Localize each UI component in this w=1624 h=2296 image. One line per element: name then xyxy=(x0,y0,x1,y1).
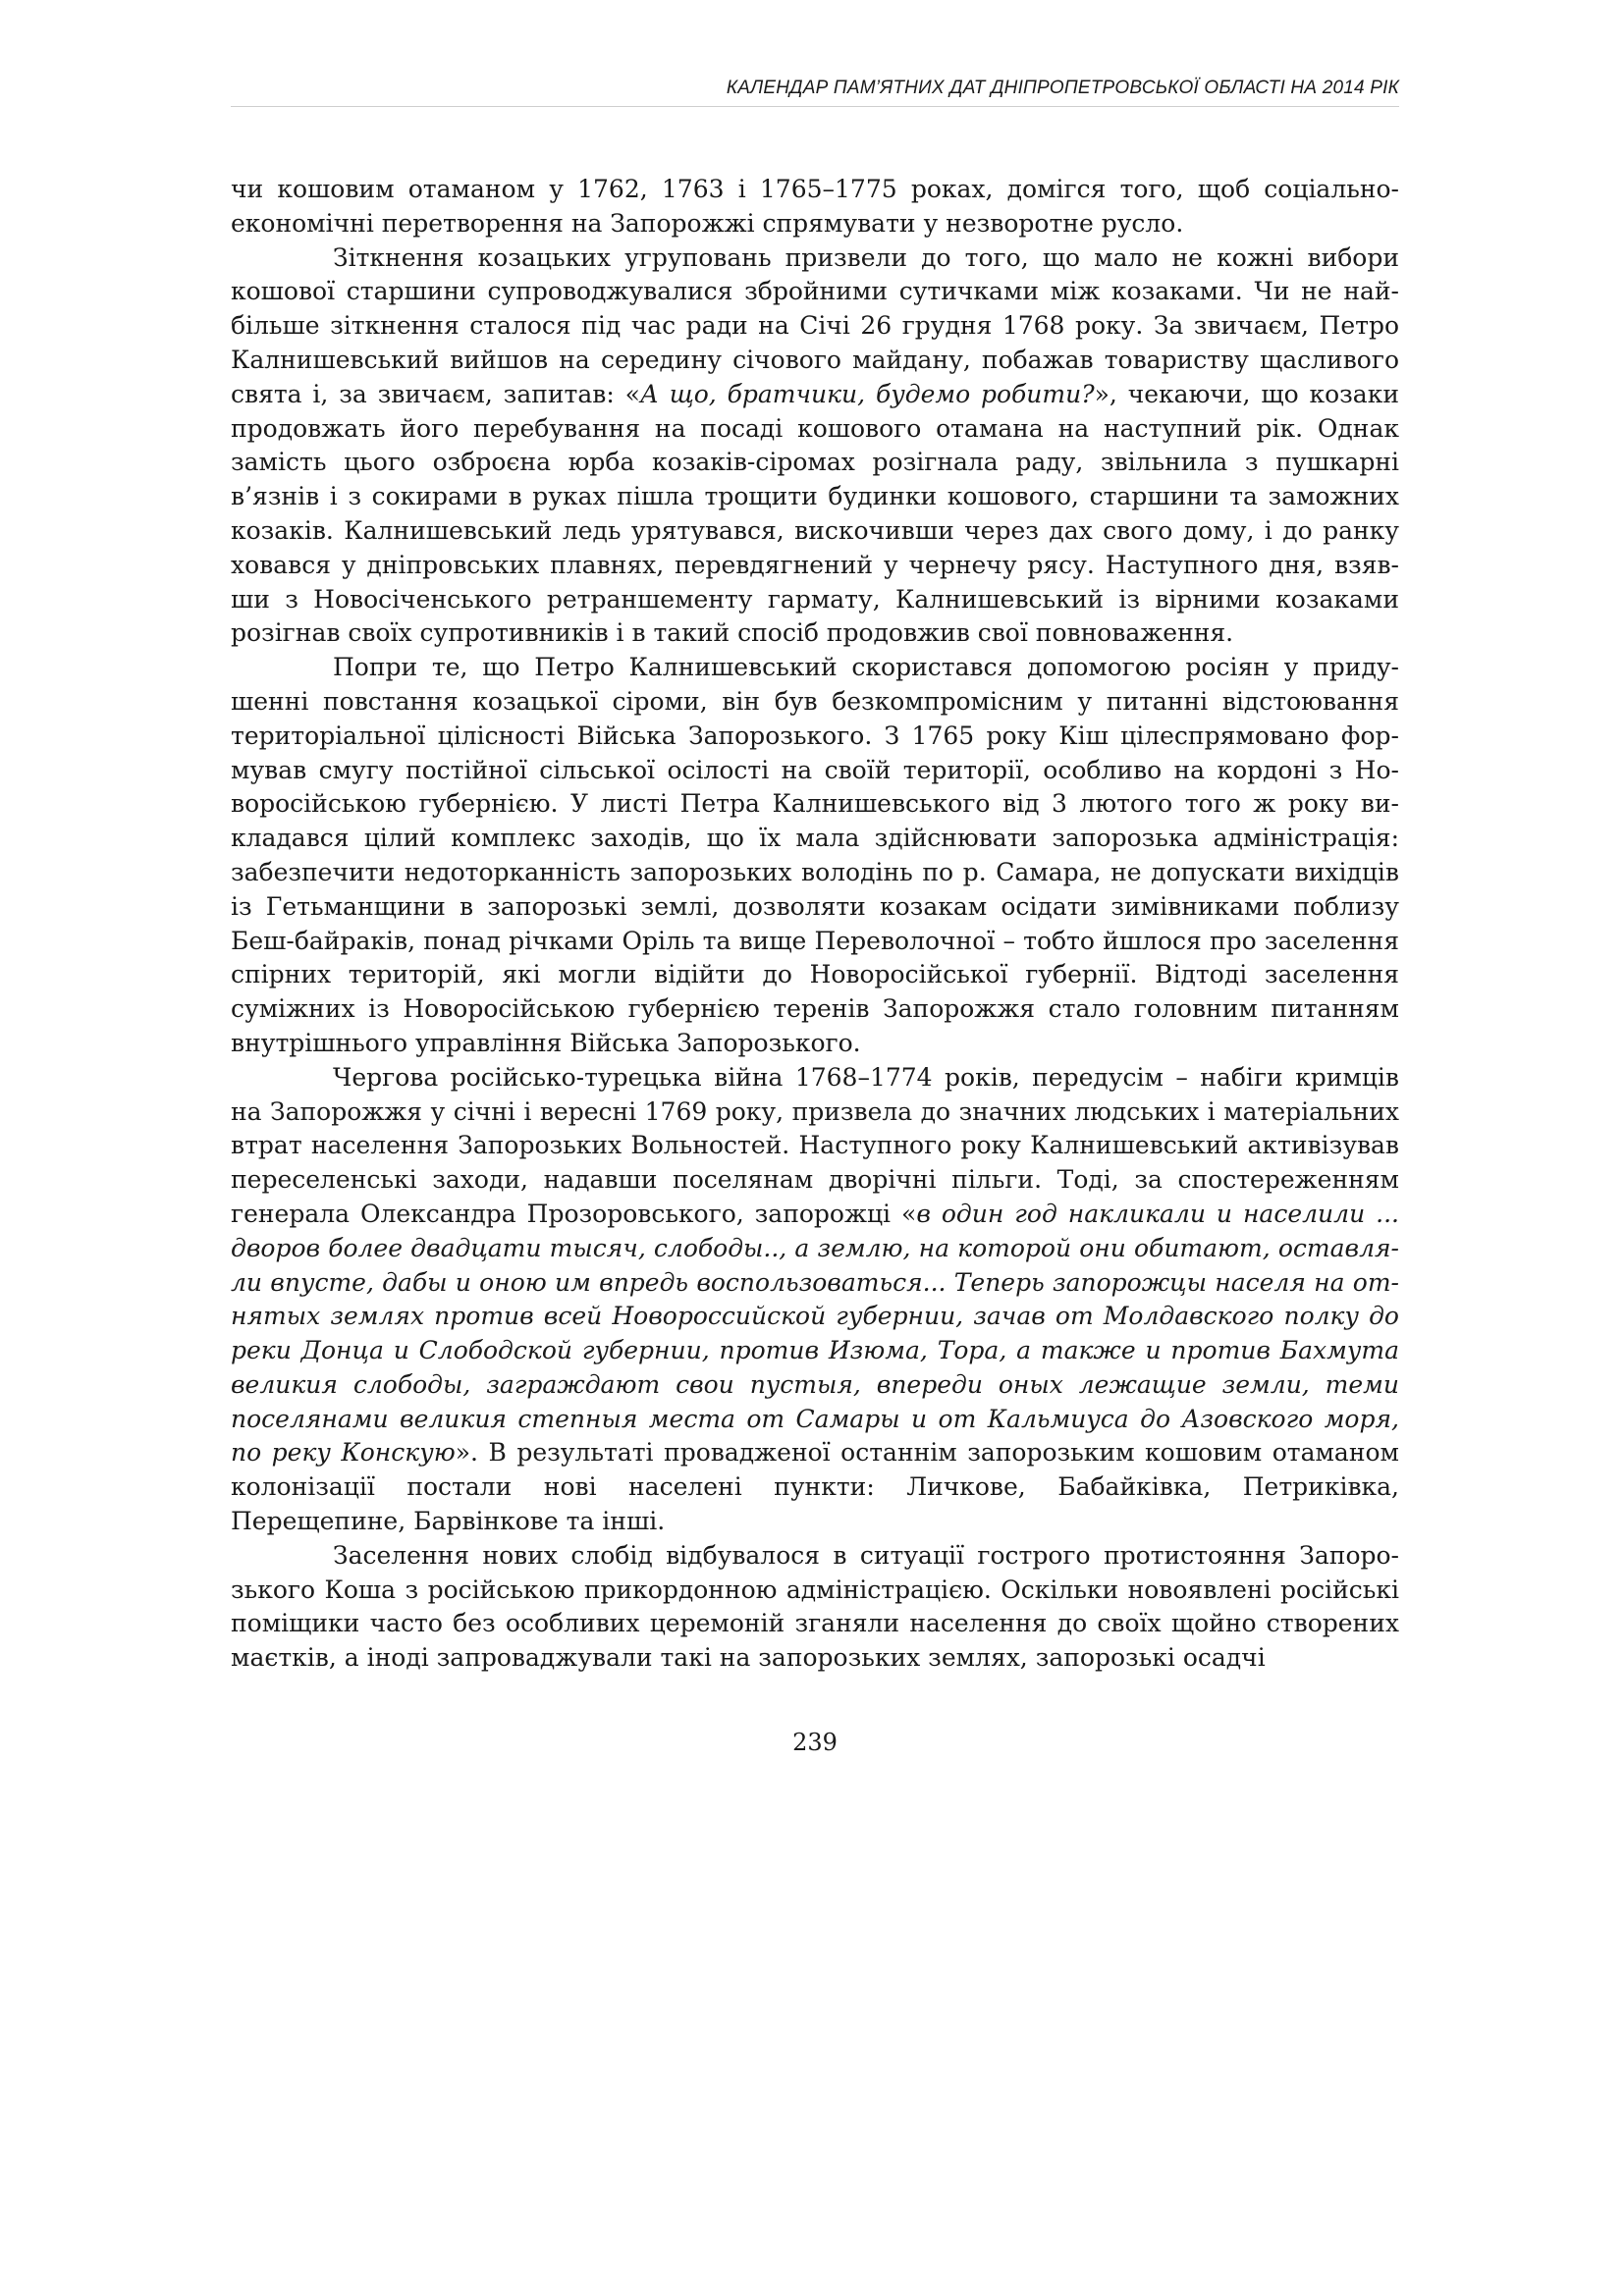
paragraph-text: Чергова російсько-турецька війна 1768–1774 років, передусім – набіги кримців на Запорожжя у січні і вересні 1769 року, призвела до значних людських і матеріальних втрат населення Запорозьких Вольностей. Наступного року Калнишевський активізував переселенські заходи, надавши поселянам дворічні пільги. Тоді, за спостереженням генерала Олександра Прозоровського, запорожці « xyxy=(231,1062,1399,1228)
paragraph-text: », чекаючи, що козаки продовжать його перебування на посаді кошового отамана на наступний рік. Однак замість цього озброєна юрба козаків-сіромах розігнала раду, звільнила з пушкарні в’язнів і з сокирами в руках пішла трощити будинки кошового, старшини та заможних козаків. Калнишевський ледь урятувався, вискочивши через дах свого дому, і до ранку ховався у дніпровських плавнях, перевдягнений у чернечу рясу. Наступного дня, взявши з Новосіченського ретраншементу гармату, Калнишевський із вірними козаками розігнав своїх супротивників і в такий спосіб продовжив свої повноваження. xyxy=(231,379,1399,648)
article-body xyxy=(231,173,1399,1676)
paragraph-russo-turkish-war xyxy=(231,1061,1399,1539)
header-divider xyxy=(231,106,1399,107)
running-header: КАЛЕНДАР ПАМ’ЯТНИХ ДАТ ДНІПРОПЕТРОВСЬКОЇ ОБЛАСТІ НА 2014 РІК xyxy=(726,78,1399,98)
paragraph-continuation: чи кошовим отаманом у 1762, 1763 і 1765–1775 роках, домігся того, щоб соціально-економічні перетворення на Запорожжі спрямувати у незворотне русло. xyxy=(231,175,1399,238)
page-number: 239 xyxy=(792,1729,838,1756)
italic-quote: А що, братчики, будемо робити? xyxy=(639,379,1095,408)
paragraph-clash-of-factions xyxy=(231,241,1399,652)
paragraph-text: ». В результаті провадженої останнім запорозьким кошовим отаманом колонізації постали нові населені пункти: Личкове, Бабайківка, Петриківка, Перещепине, Барвінкове та інші. xyxy=(231,1438,1399,1536)
paragraph-territorial-integrity: Попри те, що Петро Калнишевський скористався допомогою росіян у придушенні повстання козацької сіроми, він був безкомпромісним у питанні відстоювання територіальної цілісності Війська Запорозького. З 1765 року Кіш цілеспрямовано формував смугу постійної сільської осілості на своїй території, особливо на кордоні з Новоросійською губернією. У листі Петра Калнишевського від 3 лютого того ж року викладався цілий комплекс заходів, що їх мала здійснювати запорозька адміністрація: забезпечити недоторканність запорозьких володінь по р. Самара, не допускати вихідців із Гетьманщини в запорозькі землі, дозволяти козакам осідати зимівниками поблизу Беш-байраків, понад річками Оріль та вище Переволочної – тобто йшлося про заселення спірних територій, які могли відійти до Новоросійської губернії. Відтоді заселення суміжних із Новоросійською губернією теренів Запорожжя стало головним питанням внутрішнього управління Війська Запорозького. xyxy=(231,653,1399,1057)
paragraph-text: Зіткнення козацьких угруповань призвели до того, що мало не кожні вибори кошової старшини супроводжувалися збройними сутичками між козаками. Чи не найбільше зіткнення сталося під час ради на Січі 26 грудня 1768 року. За звичаєм, Петро Калнишевський вийшов на середину січового майдану, побажав товариству щасливого свята і, за звичаєм, запитав: « xyxy=(231,242,1399,408)
paragraph-settlement: Заселення нових слобід відбувалося в ситуації гострого протистояння Запорозького Коша з російською прикордонною адміністрацією. Оскільки новоявлені російські поміщики часто без особливих церемоній зганяли населення до своїх щойно створених маєтків, а іноді запроваджували такі на запорозьких землях, запорозькі осадчі xyxy=(231,1540,1399,1673)
italic-quote: в один год накликали и населили ... дворов более двадцати тысяч, слободы.., а землю, на которой они обитают, оставляли впусте, дабы и оною им впредь воспользоваться... Теперь запорожцы населя на отнятых землях против всей Новороссийской губернии, зачав от Молдавского полку до реки Донца и Слободской губернии, против Изюма, Тора, а также и против Бахмута великия слободы, заграждают свои пустыя, впереди оных лежащие земли, теми поселянами великия степныя места от Самары и от Кальмиуса до Азовского моря, по реку Конскую xyxy=(231,1199,1399,1468)
